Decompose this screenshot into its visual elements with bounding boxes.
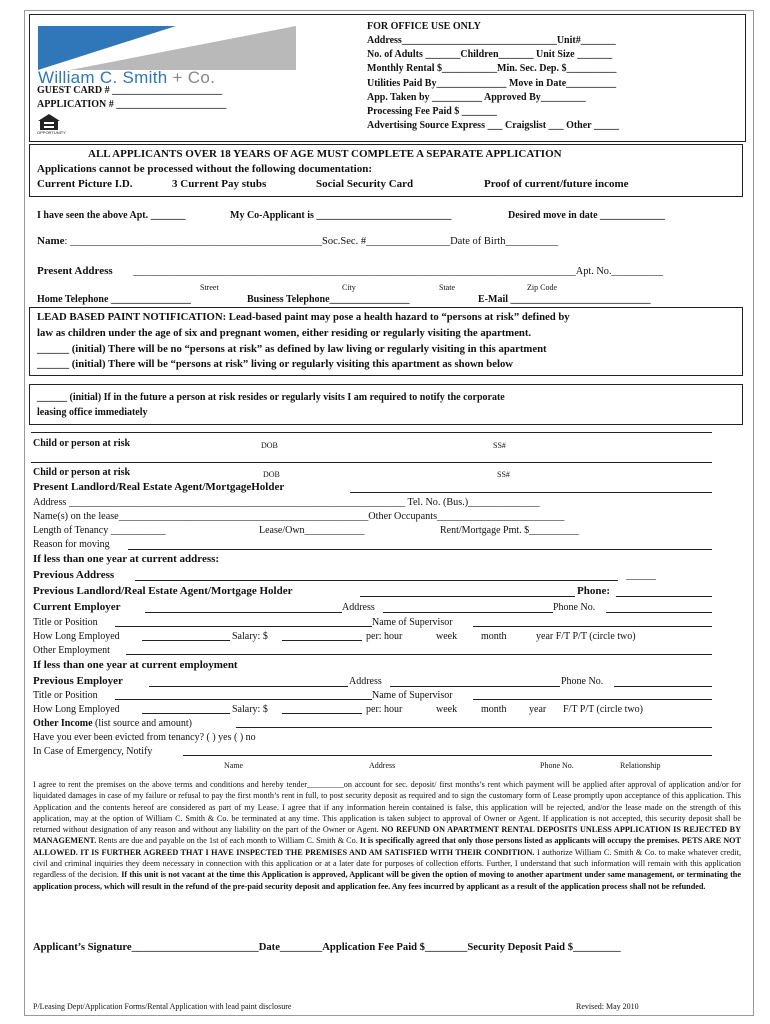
office-line-address[interactable]: Address_______________________________Unit#_______ (367, 35, 616, 46)
emergency-sub-address: Address (369, 761, 396, 770)
prev-supervisor-label: Name of Supervisor (372, 690, 453, 701)
lease-names-field[interactable]: Name(s) on the lease_________________________________________________Other Occupants_________________________ (33, 511, 565, 522)
agreement-part-2: NO REFUND ON APARTMENT RENTAL DEPOSITS UNLESS APPLICATION IS REJECTED BY MANAGEMENT. (33, 825, 742, 846)
previous-address-label: Previous Address (33, 569, 115, 581)
doc-pay-stubs: 3 Current Pay stubs (172, 178, 267, 190)
home-telephone-field[interactable]: Home Telephone ________________ (37, 294, 191, 305)
supervisor-line[interactable] (473, 626, 712, 627)
other-income-note: (list source and amount) (95, 718, 192, 729)
office-line-advertising[interactable]: Advertising Source Express ___ Craigslist ___ Other _____ (367, 120, 619, 131)
other-income-label: Other Income (33, 718, 93, 729)
requirements-intro: Applications cannot be processed without the following documentation: (37, 163, 373, 175)
landlord-heading: Present Landlord/Real Estate Agent/MortgageHolder (33, 481, 285, 493)
other-income-row (33, 717, 192, 730)
previous-employer-address: Address (349, 676, 382, 687)
prev-title-line[interactable] (115, 699, 372, 700)
addr-sub-zip: Zip Code (527, 283, 557, 292)
risk-label-1[interactable]: Child or person at risk (33, 438, 131, 449)
present-address-field[interactable]: ______________________________________________________________________________________Apt. No.__________ (133, 266, 664, 277)
emergency-label: In Case of Emergency, Notify (33, 746, 153, 757)
previous-landlord-phone-line[interactable] (616, 596, 712, 597)
risk-rule-1 (31, 432, 712, 433)
emergency-sub-relationship: Relationship (620, 761, 661, 770)
email-field[interactable]: E-Mail ____________________________ (478, 294, 651, 305)
brand-suffix: + Co. (172, 68, 216, 87)
co-applicant-field[interactable]: My Co-Applicant is ___________________________ (230, 210, 452, 221)
present-address-label: Present Address (37, 265, 113, 277)
current-employer-phone: Phone No. (553, 602, 596, 613)
prev-how-long-line[interactable] (142, 713, 230, 714)
landlord-heading-line (350, 492, 712, 493)
previous-address-extra[interactable]: ______ (626, 570, 656, 581)
previous-landlord-line[interactable] (360, 596, 575, 597)
prev-how-long-label: How Long Employed (33, 704, 120, 715)
previous-employer-address-line[interactable] (390, 686, 560, 687)
risk-rule-2 (31, 462, 712, 463)
reason-moving-line[interactable] (128, 549, 712, 550)
lead-line-2: law as children under the age of six and pregnant women, either residing or regularly visiting the apartment. (37, 327, 532, 339)
emergency-line[interactable] (183, 755, 712, 756)
risk-label-2[interactable]: Child or person at risk (33, 467, 131, 478)
name-label: Name (37, 235, 65, 247)
office-line-taken-by[interactable]: App. Taken by __________ Approved By_________ (367, 92, 586, 103)
previous-employer-line[interactable] (149, 686, 348, 687)
agreement-part-4: It is specifically agreed that only those persons listed as applicants will occupy the premises. PETS ARE NOT ALLOWED. IT IS FURTHER AGREED THAT I HAVE INSPECTED THE PREMISES AND AM SATISFIED WITH THEIR CONDITION. (33, 836, 742, 857)
title-position-label: Title or Position (33, 617, 98, 628)
application-number-field[interactable]: APPLICATION # ______________________ (37, 99, 227, 110)
prev-per-hour[interactable]: per: hour (366, 704, 403, 715)
equal-housing-icon (37, 113, 65, 137)
company-logo (36, 24, 298, 89)
less-year-employment: If less than one year at current employment (33, 659, 238, 671)
logo-graphic-icon (36, 24, 298, 72)
prev-ft-pt[interactable]: F/T P/T (circle two) (563, 704, 643, 715)
agreement-part-6: If this unit is not vacant at the time this Application is approved, Applicant will be given the option of moving to another apartment under same management, or terminating the application process, which will result in the refund of the pre-paid security deposit and application fee. Any fees incurred by applicant as a result of the application process shall not be refunded. (33, 870, 741, 891)
salary-label: Salary: $ (232, 631, 268, 642)
office-line-fee[interactable]: Processing Fee Paid $ _______ (367, 106, 497, 117)
risk-dob-2[interactable]: DOB (263, 470, 280, 479)
prev-supervisor-line[interactable] (473, 699, 712, 700)
current-employer-label: Current Employer (33, 601, 121, 613)
lease-own-field[interactable]: Lease/Own____________ (259, 525, 365, 536)
name-row[interactable] (37, 235, 558, 248)
supervisor-label: Name of Supervisor (372, 617, 453, 628)
how-long-line[interactable] (142, 640, 230, 641)
other-income-line[interactable] (236, 727, 712, 728)
move-date-field[interactable]: Desired move in date _____________ (508, 210, 666, 221)
previous-employer-phone: Phone No. (561, 676, 604, 687)
lead-line-1: LEAD BASED PAINT NOTIFICATION: Lead-based paint may pose a health hazard to “persons at risk” defined by (37, 311, 570, 323)
requirements-heading: ALL APPLICANTS OVER 18 YEARS OF AGE MUST COMPLETE A SEPARATE APPLICATION (88, 148, 562, 160)
addr-sub-street: Street (200, 283, 219, 292)
tenancy-length-field[interactable]: Length of Tenancy ___________ (33, 525, 166, 536)
notify-initial-line[interactable]: ______ (initial) If in the future a person at risk resides or regularly visits I am required to notify the corporate (37, 392, 505, 403)
prev-salary-line[interactable] (282, 713, 362, 714)
per-hour[interactable]: per: hour (366, 631, 403, 642)
office-line-rental[interactable]: Monthly Rental $___________Min. Sec. Dep. $__________ (367, 63, 617, 74)
prev-per-year[interactable]: year (529, 704, 547, 715)
signature-row[interactable]: Applicant’s Signature________________________Date________Application Fee Paid $________Security Deposit Paid $_________ (33, 942, 621, 953)
previous-employer-label: Previous Employer (33, 675, 123, 687)
rent-payment-field[interactable]: Rent/Mortgage Pmt. $__________ (440, 525, 580, 536)
emergency-sub-name: Name (224, 761, 244, 770)
lead-initial-no-risk[interactable]: ______ (initial) There will be no “persons at risk” as defined by law living or regularly visiting in this apartment (37, 343, 547, 355)
seen-apt-field[interactable]: I have seen the above Apt. _______ (37, 210, 186, 221)
other-employment-line[interactable] (126, 654, 712, 655)
doc-ss-card: Social Security Card (316, 178, 414, 190)
prev-per-week[interactable]: week (436, 704, 458, 715)
risk-ss-2[interactable]: SS# (497, 470, 510, 479)
notify-line-2: leasing office immediately (37, 407, 148, 418)
less-year-address: If less than one year at current address: (33, 553, 220, 565)
guest-card-field[interactable]: GUEST CARD # ______________________ (37, 85, 223, 96)
brand-name: William C. Smith (38, 68, 168, 87)
risk-ss-1[interactable]: SS# (493, 441, 506, 450)
addr-sub-city: City (342, 283, 356, 292)
current-employer-line[interactable] (145, 612, 342, 613)
agreement-part-1: I agree to rent the premises on the above terms and conditions and hereby tender_________on account for sec. deposit/ first months’s rent which payment will be applied after approval of application and/or for liquidated damages in case of my failure or refusal to pay the first month’s rent in full, to post security deposit as required and to sign the customary form of Lease promptly upon acceptance of this application. This Application and the contents hereof are considered as part of my Lease. I agree that if any information herein contained is false, this application will be rejected, and/or the lease made on the strength of this application, may at the option of William C. Smith & Co. be terminated at any time. This application is taken subject to approval of Owner or Agent. If application is not accepted, this security deposit shall be returned without designation of any reason and without any liability on the part of the Owner or Agent. (33, 780, 741, 835)
reason-moving-label: Reason for moving (33, 539, 110, 550)
previous-landlord-phone: Phone: (577, 585, 610, 597)
title-position-line[interactable] (115, 626, 372, 627)
per-week[interactable]: week (436, 631, 458, 642)
footer-revised: Revised: May 2010 (576, 1002, 639, 1011)
office-line-adults[interactable]: No. of Adults _______Children_______ Unit Size _______ (367, 49, 613, 60)
name-line[interactable]: : ________________________________________________Soc.Sec. #________________Date of Birth__________ (64, 236, 558, 247)
previous-address-line[interactable] (135, 580, 618, 581)
other-employment-label: Other Employment (33, 645, 110, 656)
office-use-title: FOR OFFICE USE ONLY (367, 21, 481, 32)
doc-picture-id: Current Picture I.D. (37, 178, 133, 190)
current-employer-phone-line[interactable] (606, 612, 712, 613)
emergency-sub-phone: Phone No. (540, 761, 574, 770)
per-year[interactable]: year F/T P/T (circle two) (536, 631, 636, 642)
per-month[interactable]: month (481, 631, 507, 642)
agreement-part-5: I authorize William C. Smith & Co. to make whatever credit, civil and criminal inquiries they deem necessary in connection with this application or at a later date for purposes of collection efforts. Further, I understand that such information will remain with this application regardless of the decision. (33, 847, 741, 880)
eho-label: OPPORTUNITY (37, 130, 66, 135)
business-telephone-field[interactable]: Business Telephone________________ (247, 294, 410, 305)
landlord-address-field[interactable]: Address __________________________________________________________________ Tel. No. (Bus.)______________ (33, 497, 540, 508)
prev-salary-label: Salary: $ (232, 704, 268, 715)
prev-per-month[interactable]: month (481, 704, 507, 715)
previous-landlord-label: Previous Landlord/Real Estate Agent/Mortgage Holder (33, 585, 293, 597)
addr-sub-state: State (439, 283, 455, 292)
current-employer-address: Address (342, 602, 375, 613)
doc-income-proof: Proof of current/future income (484, 178, 629, 190)
footer-path: P/Leasing Dept/Application Forms/Rental Application with lead paint disclosure (33, 1002, 292, 1011)
agreement-part-3: Rents are due and payable on the 1st of each month to William C. Smith & Co. (98, 836, 358, 846)
office-line-utilities[interactable]: Utilities Paid By______________ Move in Date__________ (367, 78, 617, 89)
prev-title-label: Title or Position (33, 690, 98, 701)
salary-line[interactable] (282, 640, 362, 641)
how-long-label: How Long Employed (33, 631, 120, 642)
current-employer-address-line[interactable] (383, 612, 553, 613)
evicted-question[interactable]: Have you ever been evicted from tenancy? ( ) yes ( ) no (33, 732, 256, 743)
risk-dob-1[interactable]: DOB (261, 441, 278, 450)
agreement-text (33, 779, 741, 892)
previous-employer-phone-line[interactable] (614, 686, 712, 687)
lead-initial-risk[interactable]: ______ (initial) There will be “persons at risk” living or regularly visiting this apartment as shown below (37, 358, 514, 370)
